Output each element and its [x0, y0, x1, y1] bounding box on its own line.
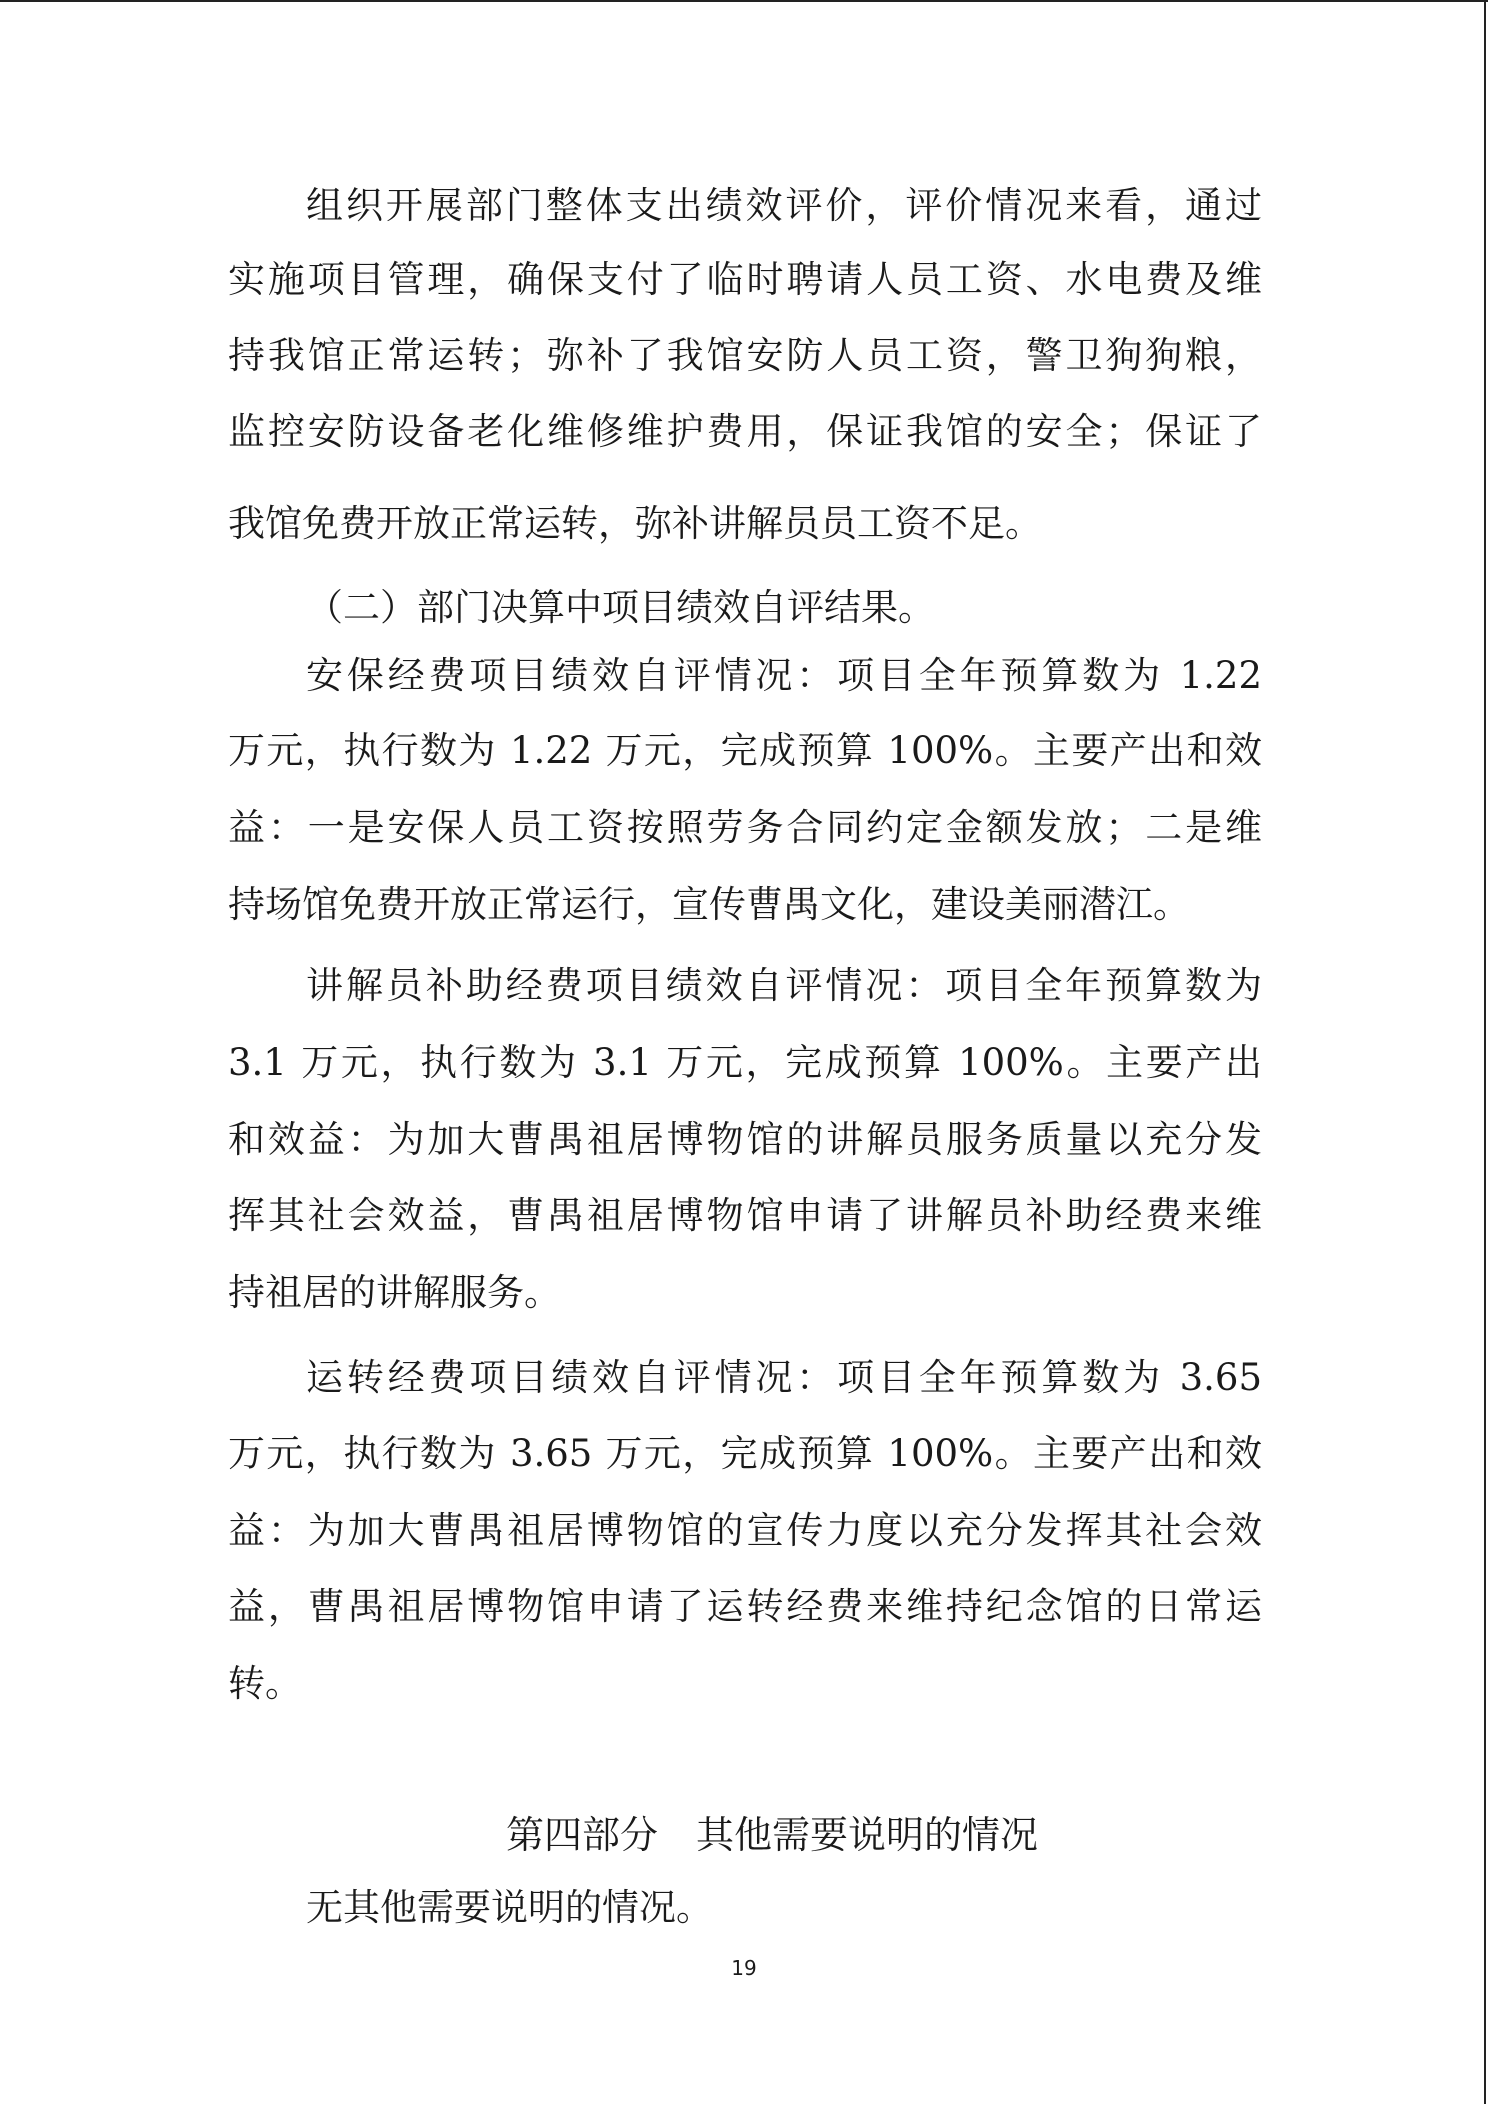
text-line: 3.1 万元，执行数为 3.1 万元，完成预算 100%。主要产出 [228, 1041, 1262, 1084]
text-line: 万元，执行数为 3.65 万元，完成预算 100%。主要产出和效 [228, 1432, 1262, 1475]
page-number: 19 [731, 1956, 757, 1980]
text-line: 持场馆免费开放正常运行，宣传曹禺文化，建设美丽潜江。 [228, 883, 1190, 926]
text-line: 益：一是安保人员工资按照劳务合同约定金额发放；二是维 [228, 806, 1262, 849]
text-line: 无其他需要说明的情况。 [306, 1886, 713, 1929]
text-line: 持我馆正常运转；弥补了我馆安防人员工资，警卫狗狗粮， [228, 334, 1262, 377]
text-line: 转。 [228, 1662, 302, 1705]
page-right-border [1484, 0, 1486, 2104]
text-line: 益，曹禺祖居博物馆申请了运转经费来维持纪念馆的日常运 [228, 1585, 1262, 1628]
page-top-border [0, 0, 1488, 2]
text-line: 监控安防设备老化维修维护费用，保证我馆的安全；保证了 [228, 410, 1262, 453]
subheading: （二）部门决算中项目绩效自评结果。 [306, 586, 935, 629]
text-line: 万元，执行数为 1.22 万元，完成预算 100%。主要产出和效 [228, 729, 1262, 772]
text-line: 运转经费项目绩效自评情况：项目全年预算数为 3.65 [306, 1356, 1262, 1399]
text-line: 和效益：为加大曹禺祖居博物馆的讲解员服务质量以充分发 [228, 1118, 1262, 1161]
text-line: 安保经费项目绩效自评情况：项目全年预算数为 1.22 [306, 654, 1262, 697]
text-line: 讲解员补助经费项目绩效自评情况：项目全年预算数为 [306, 964, 1262, 1007]
text-line: 组织开展部门整体支出绩效评价，评价情况来看，通过 [306, 184, 1262, 227]
text-line: 益：为加大曹禺祖居博物馆的宣传力度以充分发挥其社会效 [228, 1509, 1262, 1552]
text-line: 实施项目管理，确保支付了临时聘请人员工资、水电费及维 [228, 258, 1262, 301]
section-title: 第四部分 其他需要说明的情况 [506, 1813, 1039, 1857]
text-line: 持祖居的讲解服务。 [228, 1271, 561, 1314]
text-line: 挥其社会效益，曹禺祖居博物馆申请了讲解员补助经费来维 [228, 1194, 1262, 1237]
text-line: 我馆免费开放正常运转，弥补讲解员员工资不足。 [228, 502, 1042, 545]
